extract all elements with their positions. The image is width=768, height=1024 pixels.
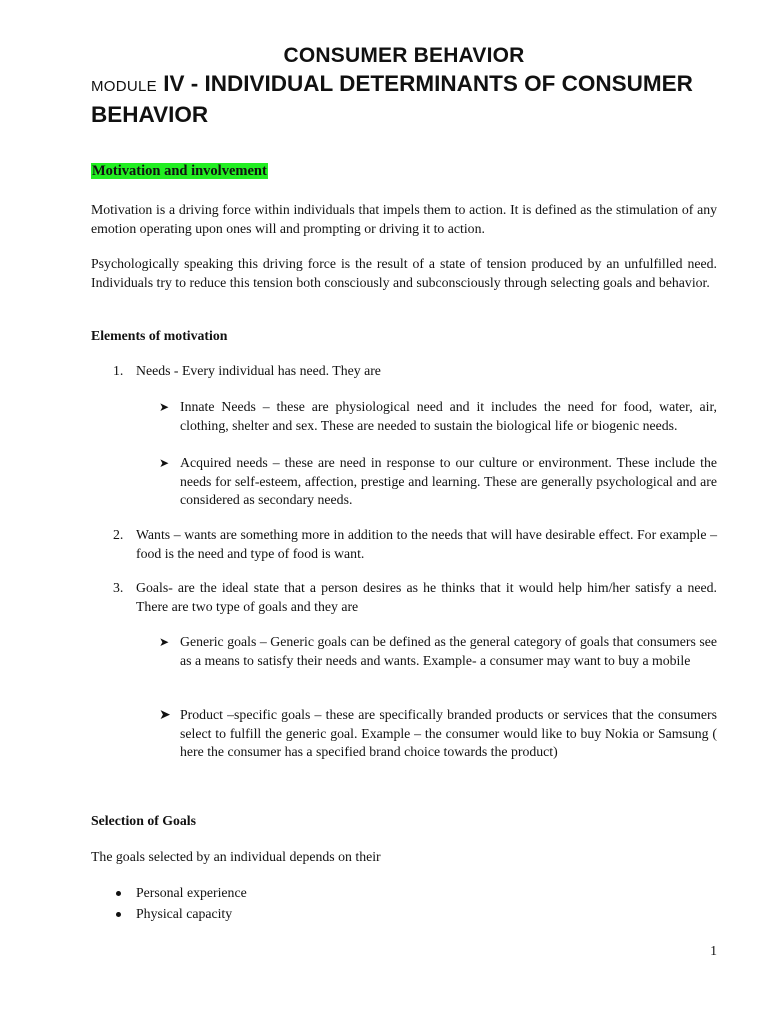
highlighted-text: Motivation and involvement — [92, 163, 267, 179]
module-prefix: MODULE — [91, 78, 157, 95]
bullet-text: Personal experience — [136, 885, 247, 900]
sub-item-text: Product –specific goals – these are specifically branded products or services that the consumers select to fulfill the generic goal. Example – the consumer would like to buy Nokia or Samsung ( here the consumer has a specified brand choice towards the product) — [180, 707, 717, 759]
list-text: Goals- are the ideal state that a person desires as he thinks that it would help him/her satisfy a need. There are two type of goals and they are — [136, 580, 717, 614]
sub-item-text: Generic goals – Generic goals can be defined as the general category of goals that consumers see as a means to satisfy their needs and wants. Example- a consumer may want to buy a mobile — [180, 634, 717, 668]
arrow-bullet-icon: ➤ — [159, 456, 170, 470]
document-title: CONSUMER BEHAVIOR — [283, 44, 525, 67]
page-number: 1 — [710, 943, 717, 958]
sub-item-innate-needs — [159, 398, 717, 435]
list-number: 3. — [113, 580, 124, 595]
sub-item-text: Acquired needs – these are need in response to our culture or environment. These include the needs for self-esteem, affection, prestige and learning. These are generally psychological and are considered as secondary needs. — [180, 455, 717, 507]
document-page — [91, 0, 717, 1024]
section-heading-motivation — [91, 160, 268, 182]
sub-item-acquired-needs — [159, 454, 717, 510]
sub-item-product-specific-goals — [159, 706, 717, 762]
list-number: 2. — [113, 527, 124, 542]
list-item-wants — [113, 526, 717, 563]
sub-item-text: Innate Needs – these are physiological need and it includes the need for food, water, air, clothing, shelter and sex. These are needed to sustain the biological life or biogenic needs. — [180, 399, 717, 433]
bullet-item-physical-capacity — [113, 905, 717, 924]
list-item-goals — [113, 579, 717, 616]
paragraph-psychology: Psychologically speaking this driving force is the result of a state of tension produced by an unfulfilled need. Individuals try to reduce this tension both consciously and subconsciously through selecting goals and behavior. — [91, 256, 717, 290]
bullet-item-personal-experience — [113, 884, 717, 903]
round-bullet-icon — [116, 891, 121, 896]
arrow-bullet-icon: ➤ — [159, 400, 170, 414]
arrow-bullet-icon: ➤ — [159, 707, 171, 723]
paragraph-motivation-definition: Motivation is a driving force within individuals that impels them to action. It is defined as the stimulation of any emotion operating upon ones will and prompting or driving it to action. — [91, 202, 717, 236]
list-text: Needs - Every individual has need. They are — [136, 363, 381, 378]
sub-item-generic-goals — [159, 633, 717, 670]
list-text: Wants – wants are something more in addition to the needs that will have desirable effect. For example – food is the need and type of food is want. — [136, 527, 717, 561]
selection-heading: Selection of Goals — [91, 813, 196, 828]
module-heading — [91, 70, 717, 129]
arrow-bullet-icon: ➤ — [159, 635, 170, 649]
list-number: 1. — [113, 363, 124, 378]
module-title: IV - INDIVIDUAL DETERMINANTS OF CONSUMER BEHAVIOR — [91, 71, 693, 127]
list-item-needs — [113, 362, 717, 381]
elements-heading: Elements of motivation — [91, 328, 228, 343]
bullet-text: Physical capacity — [136, 906, 233, 921]
selection-intro: The goals selected by an individual depends on their — [91, 849, 381, 864]
round-bullet-icon — [116, 912, 121, 917]
